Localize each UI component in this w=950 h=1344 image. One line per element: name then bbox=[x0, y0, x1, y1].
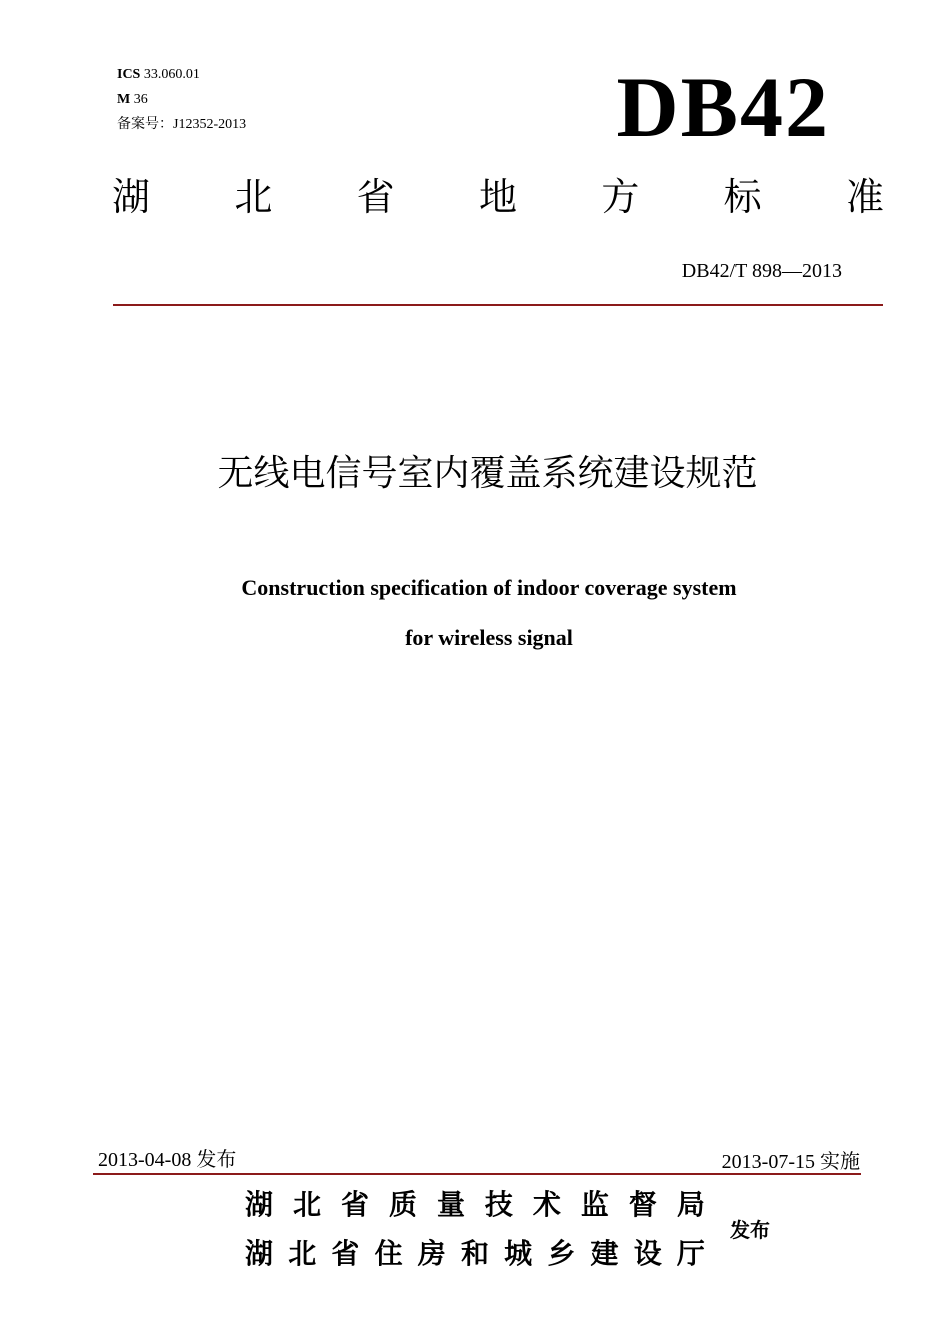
issuer-char: 厅 bbox=[676, 1237, 705, 1270]
issuer-char: 和 bbox=[460, 1237, 489, 1270]
ics-line bbox=[117, 66, 200, 84]
issuer-char: 建 bbox=[590, 1237, 619, 1270]
document-title-english-line1: Construction specification of indoor coverage system bbox=[241, 575, 737, 600]
issuer-char: 北 bbox=[292, 1188, 321, 1221]
record-number-label: 备案号： bbox=[117, 117, 173, 132]
issuer-char: 督 bbox=[628, 1188, 657, 1221]
classification-label: M bbox=[117, 92, 131, 107]
header-divider bbox=[113, 304, 883, 306]
issuer-char: 质 bbox=[388, 1188, 417, 1221]
document-title-english-line2: for wireless signal bbox=[405, 625, 573, 650]
classification-value: 36 bbox=[133, 92, 148, 107]
issuer-char: 设 bbox=[633, 1237, 662, 1270]
standard-type-char: 北 bbox=[234, 175, 273, 219]
standard-type-heading bbox=[112, 172, 884, 222]
standard-type-char: 省 bbox=[356, 175, 395, 219]
document-title-chinese: 无线电信号室内覆盖系统建设规范 bbox=[217, 453, 758, 494]
standard-type-char: 湖 bbox=[112, 175, 151, 219]
issuer-char: 城 bbox=[504, 1237, 533, 1270]
issuer-char: 省 bbox=[331, 1237, 360, 1270]
issuer-char: 省 bbox=[340, 1188, 369, 1221]
ics-label: ICS bbox=[117, 67, 141, 82]
issuer-char: 技 bbox=[484, 1188, 513, 1221]
issuer-char: 监 bbox=[580, 1188, 609, 1221]
publish-date: 2013-04-08 发布 bbox=[98, 1149, 237, 1171]
issuer-char: 住 bbox=[374, 1237, 403, 1270]
record-number-value: J12352-2013 bbox=[173, 117, 247, 132]
issuer-char: 局 bbox=[676, 1188, 705, 1221]
issuer-quality-bureau bbox=[245, 1187, 705, 1223]
footer-divider bbox=[93, 1173, 861, 1175]
standard-type-char: 方 bbox=[601, 175, 640, 219]
issuer-char: 湖 bbox=[245, 1188, 274, 1221]
record-number-line bbox=[117, 116, 246, 134]
document-code: DB42 bbox=[616, 59, 830, 155]
implement-date: 2013-07-15 实施 bbox=[721, 1151, 860, 1173]
standard-type-char: 标 bbox=[723, 175, 762, 219]
issuer-char: 湖 bbox=[245, 1237, 274, 1270]
classification-line bbox=[117, 91, 148, 109]
issuer-char: 房 bbox=[417, 1237, 446, 1270]
issuer-char: 乡 bbox=[547, 1237, 576, 1270]
issuer-housing-department bbox=[245, 1236, 705, 1272]
ics-value: 33.060.01 bbox=[143, 67, 200, 82]
standard-type-char: 地 bbox=[478, 175, 517, 219]
publish-label: 发布 bbox=[730, 1218, 770, 1242]
issuer-char: 量 bbox=[436, 1188, 465, 1221]
standard-type-char: 准 bbox=[845, 175, 884, 219]
standard-number: DB42/T 898—2013 bbox=[681, 260, 842, 282]
issuer-char: 北 bbox=[288, 1237, 317, 1270]
issuer-char: 术 bbox=[532, 1188, 561, 1221]
